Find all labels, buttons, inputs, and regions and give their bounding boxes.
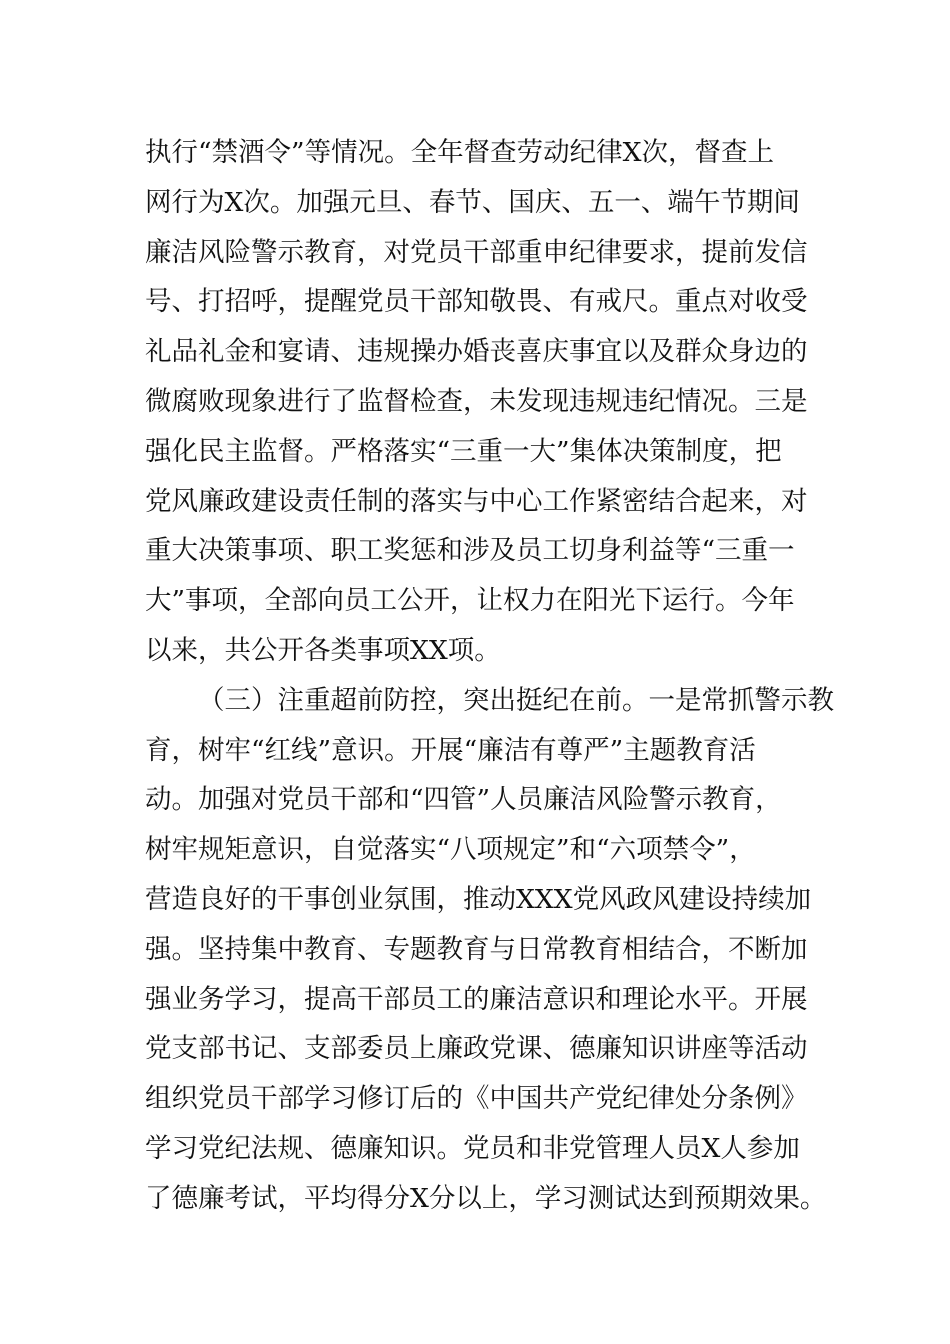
text-line: 党支部书记、支部委员上廉政党课、德廉知识讲座等活动 xyxy=(145,1033,808,1065)
text-line: 以来，共公开各类事项XX项。 xyxy=(145,634,501,666)
text-line: 强化民主监督。严格落实“三重一大”集体决策制度，把 xyxy=(145,435,782,467)
text-line: 学习党纪法规、德廉知识。党员和非党管理人员X人参加 xyxy=(145,1132,800,1164)
text-line: 重大决策事项、职工奖惩和涉及员工切身利益等“三重一 xyxy=(145,535,795,567)
text-line: 组织党员干部学习修订后的《中国共产党纪律处分条例》 xyxy=(145,1083,808,1115)
text-line: 执行“禁酒令”等情况。全年督查劳动纪律X次，督查上 xyxy=(145,137,774,168)
body-text xyxy=(145,128,845,1224)
text-line: 了德廉考试，平均得分X分以上，学习测试达到预期效果。 xyxy=(145,1182,827,1214)
text-line: 号、打招呼，提醒党员干部知敬畏、有戒尺。重点对收受 xyxy=(145,286,808,318)
text-line: 礼品礼金和宴请、违规操办婚丧喜庆事宜以及群众身边的 xyxy=(145,336,808,368)
text-line: 网行为X次。加强元旦、春节、国庆、五一、端午节期间 xyxy=(145,186,800,218)
text-line: 动。加强对党员干部和“四管”人员廉洁风险警示教育， xyxy=(145,784,782,816)
section-heading-line: （三）注重超前防控，突出挺纪在前。一是常抓警示教 xyxy=(198,684,834,716)
text-line: 微腐败现象进行了监督检查，未发现违规违纪情况。三是 xyxy=(145,385,808,417)
text-line: 强。坚持集中教育、专题教育与日常教育相结合，不断加 xyxy=(145,933,808,965)
text-line: 大”事项，全部向员工公开，让权力在阳光下运行。今年 xyxy=(145,585,795,617)
text-line: 强业务学习，提高干部员工的廉洁意识和理论水平。开展 xyxy=(145,983,808,1015)
text-line: 育，树牢“红线”意识。开展“廉洁有尊严”主题教育活 xyxy=(145,734,756,766)
text-line: 廉洁风险警示教育，对党员干部重申纪律要求，提前发信 xyxy=(145,236,808,268)
text-line: 营造良好的干事创业氛围，推动XXX党风政风建设持续加 xyxy=(145,883,812,915)
text-line: 党风廉政建设责任制的落实与中心工作紧密结合起来，对 xyxy=(145,485,808,517)
text-line: 树牢规矩意识，自觉落实“八项规定”和“六项禁令”， xyxy=(145,834,756,866)
